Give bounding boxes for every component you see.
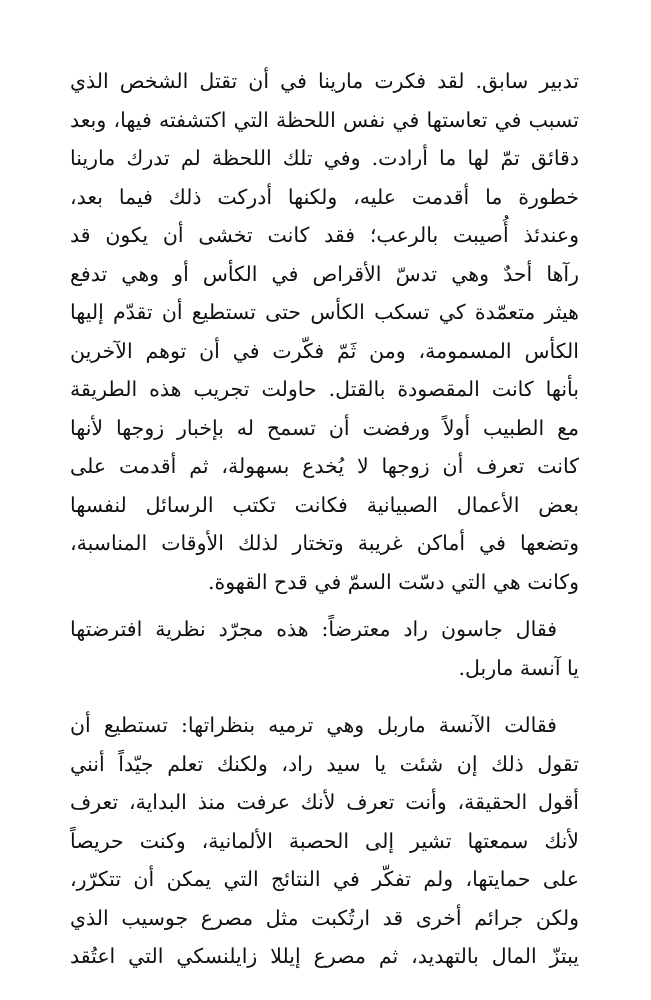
text-line: وكانت هي التي دسّت السمّ في قدح القهوة. bbox=[207, 569, 579, 594]
text-line: على حمايتها، ولم تفكّر في النتائج التي يمكن أن تتكرّر، bbox=[70, 867, 579, 891]
paragraph-1 bbox=[70, 62, 579, 601]
text-line: يا آنسة ماربل. bbox=[458, 655, 579, 680]
text-line: يبتزّ المال بالتهديد، ثم مصرع إيللا زايلنسكي التي اعتُقد bbox=[70, 944, 579, 968]
text-line: تدبير سابق. لقد فكرت مارينا في أن تقتل الشخص الذي bbox=[70, 69, 579, 93]
text-line: كانت تعرف أن زوجها لا يُخدع بسهولة، ثم أقدمت على bbox=[70, 454, 579, 478]
text-line: فقال جاسون راد معترضاً: هذه مجرّد نظرية افترضتها bbox=[70, 617, 557, 641]
text-line: خطورة ما أقدمت عليه، ولكنها أدركت ذلك فيما بعد، bbox=[70, 184, 579, 209]
text-line: هيثر متعمّدة كي تسكب الكأس حتى تستطيع أن تقدّم إليها bbox=[70, 300, 579, 324]
text-line: بأنها كانت المقصودة بالقتل. حاولت تجريب هذه الطريقة bbox=[70, 377, 579, 401]
text-line: دقائق تمّ لها ما أرادت. وفي تلك اللحظة لم تدرك مارينا bbox=[70, 146, 579, 170]
text-line: مع الطبيب أولاً ورفضت أن تسمح له بإخبار زوجها لأنها bbox=[70, 415, 579, 440]
text-line: أقول الحقيقة، وأنت تعرف لأنك عرفت منذ البداية، تعرف bbox=[70, 790, 579, 814]
text-line: الكأس المسمومة، ومن ثَمّ فكّرت في أن توهم الآخرين bbox=[70, 338, 579, 363]
paragraph-2 bbox=[70, 610, 579, 687]
text-line: وتضعها في أماكن غريبة وتختار لذلك الأوقات المناسبة، bbox=[70, 531, 579, 555]
paragraph-3 bbox=[70, 706, 579, 976]
text-line: فقالت الآنسة ماربل وهي ترميه بنظراتها: تستطيع أن bbox=[70, 713, 557, 737]
text-line: ولكن جرائم أخرى قد ارتُكبت مثل مصرع جوسيب الذي bbox=[70, 905, 579, 930]
text-line: رآها أحدٌ وهي تدسّ الأقراص في الكأس أو وهي تدفع bbox=[70, 261, 579, 286]
text-line: بعض الأعمال الصبيانية فكانت تكتب الرسائل لنفسها bbox=[70, 492, 579, 517]
text-line: لأنك سمعتها تشير إلى الحصبة الألمانية، وكنت حريصاً bbox=[70, 828, 579, 853]
text-line: وعندئذ أُصيبت بالرعب؛ فقد كانت تخشى أن يكون قد bbox=[70, 223, 579, 247]
text-line: تقول ذلك إن شئت يا سيد راد، ولكنك تعلم جيّداً أنني bbox=[70, 751, 579, 776]
text-line: تسبب في تعاستها في نفس اللحظة التي اكتشفته فيها، وبعد bbox=[70, 107, 579, 132]
